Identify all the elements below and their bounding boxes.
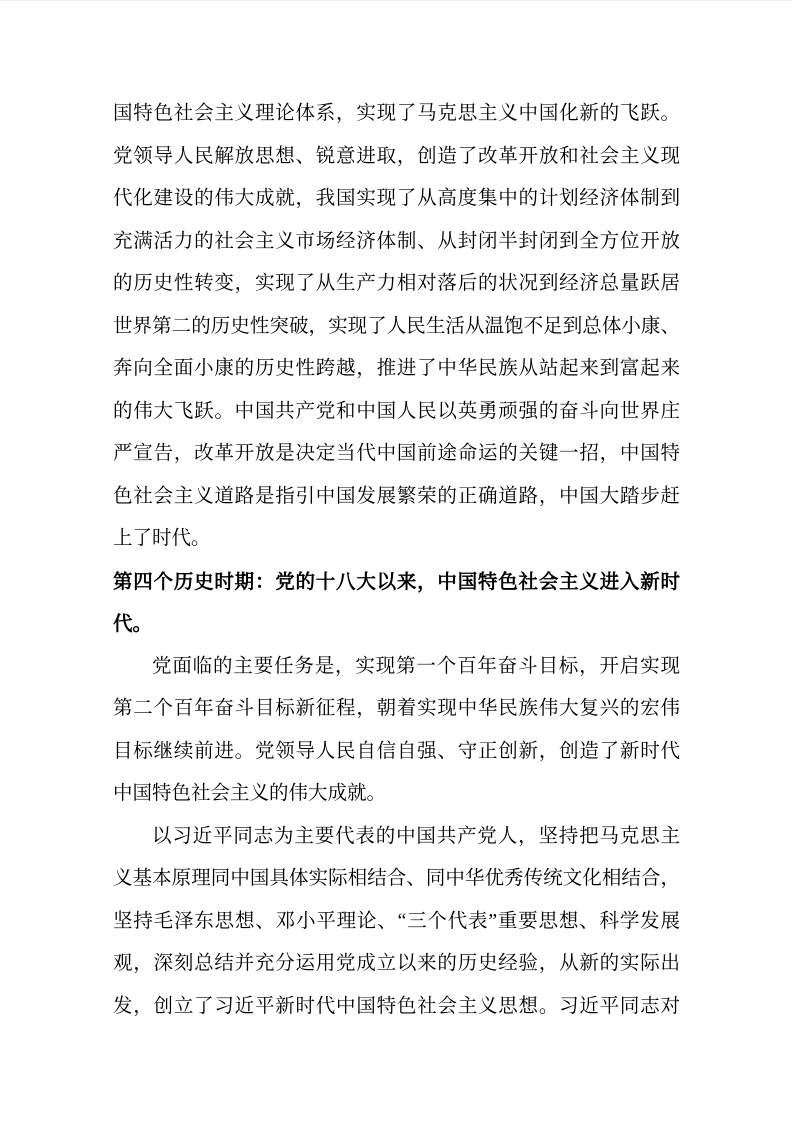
text-line: 的历史性转变，实现了从生产力相对落后的状况到经济总量跃居	[113, 273, 680, 294]
text-line: 的伟大飞跃。中国共产党和中国人民以英勇顽强的奋斗向世界庄	[113, 400, 680, 422]
text-line: 第二个百年奋斗目标新征程，朝着实现中华民族伟大复兴的宏伟	[113, 698, 680, 719]
text-line: 义基本原理同中国具体实际相结合、同中华优秀传统文化相结合，	[113, 868, 680, 889]
text-line: 充满活力的社会主义市场经济体制、从封闭半封闭到全方位开放	[113, 230, 680, 252]
paragraph	[113, 646, 680, 816]
paragraph	[113, 93, 680, 561]
text-line: 奔向全面小康的历史性跨越，推进了中华民族从站起来到富起来	[113, 358, 680, 379]
text-line: 党领导人民解放思想、锐意进取，创造了改革开放和社会主义现	[113, 145, 680, 167]
text-line: 世界第二的历史性突破，实现了人民生活从温饱不足到总体小康、	[113, 315, 680, 337]
text-line: 以习近平同志为主要代表的中国共产党人，坚持把马克思主	[152, 825, 680, 847]
text-line: 发，创立了习近平新时代中国特色社会主义思想。习近平同志对	[113, 995, 680, 1017]
text-line: 观，深刻总结并充分运用党成立以来的历史经验，从新的实际出	[113, 953, 680, 974]
text-line: 目标继续前进。党领导人民自信自强、守正创新，创造了新时代	[113, 740, 680, 762]
document-body	[113, 93, 680, 1028]
text-line: 第四个历史时期：党的十八大以来，中国特色社会主义进入新时	[113, 570, 680, 593]
section-heading	[113, 561, 680, 646]
text-line: 坚持毛泽东思想、邓小平理论、“三个代表”重要思想、科学发展	[113, 910, 680, 932]
text-line: 色社会主义道路是指引中国发展繁荣的正确道路，中国大踏步赶	[113, 485, 680, 507]
text-line: 上了时代。	[113, 528, 211, 549]
text-line: 中国特色社会主义的伟大成就。	[113, 783, 387, 804]
text-line: 代化建设的伟大成就，我国实现了从高度集中的计划经济体制到	[113, 188, 680, 209]
text-line: 国特色社会主义理论体系，实现了马克思主义中国化新的飞跃。	[113, 103, 680, 124]
text-line: 严宣告，改革开放是决定当代中国前途命运的关键一招，中国特	[113, 443, 680, 464]
paragraph	[113, 816, 680, 1029]
text-line: 党面临的主要任务是，实现第一个百年奋斗目标，开启实现	[152, 655, 680, 677]
text-line: 代。	[113, 613, 153, 635]
